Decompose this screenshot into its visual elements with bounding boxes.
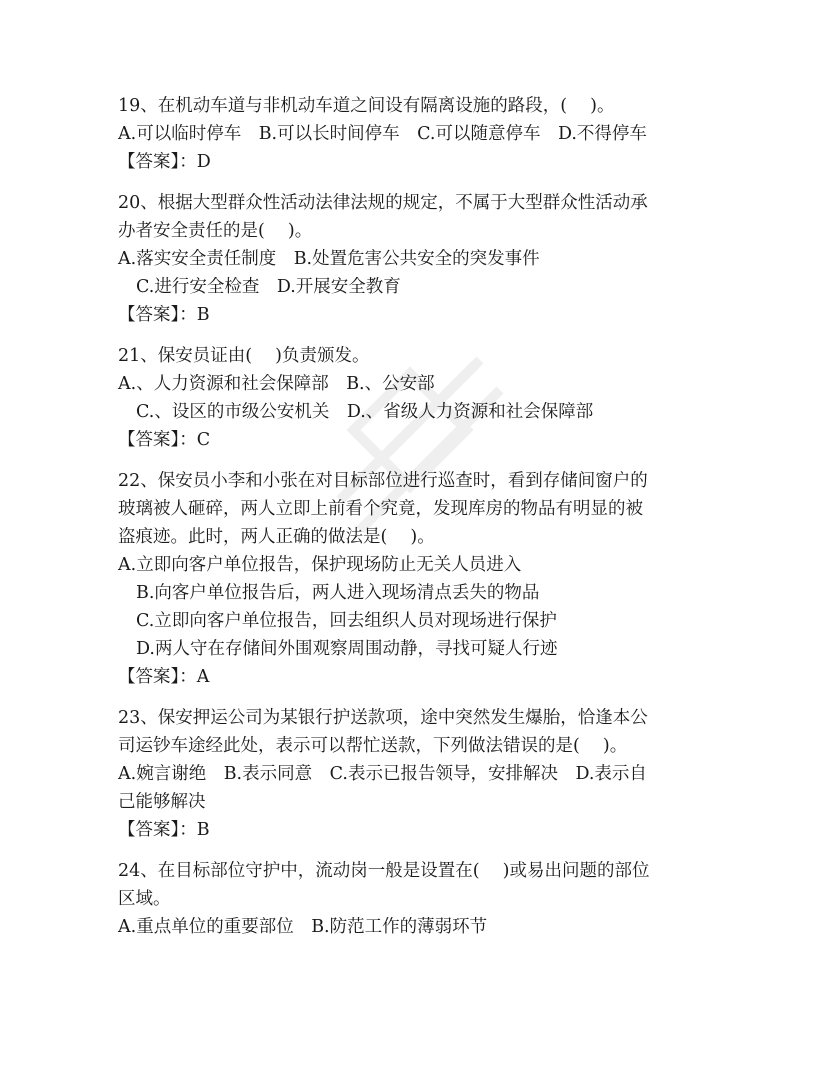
question-stem-line: 23、保安押运公司为某银行护送款项，途中突然发生爆胎，恰逢本公 (118, 708, 648, 728)
answer-line: 【答案】：D (118, 152, 211, 172)
question-stem-line: 19、在机动车道与非机动车道之间设有隔离设施的路段，( )。 (118, 96, 615, 116)
options-line: A.落实安全责任制度 B.处置危害公共安全的突发事件 (118, 249, 540, 269)
question-stem-line: 办者安全责任的是( )。 (118, 221, 313, 241)
options-line: B.向客户单位报告后，两人进入现场清点丢失的物品 (136, 583, 540, 603)
answer-line: 【答案】：C (118, 430, 211, 450)
question-stem-line: 21、保安员证由( )负责颁发。 (118, 346, 370, 366)
answer-line: 【答案】：B (118, 305, 210, 325)
options-line: 己能够解决 (118, 792, 206, 812)
question-stem-line: 22、保安员小李和小张在对目标部位进行巡查时，看到存储间窗户的 (118, 471, 648, 491)
question-list (118, 92, 718, 954)
options-line: A.重点单位的重要部位 B.防范工作的薄弱环节 (118, 917, 488, 937)
options-line: A.婉言谢绝 B.表示同意 C.表示已报告领导，安排解决 D.表示自 (118, 764, 647, 784)
question-21 (118, 342, 718, 454)
options-line: C.进行安全检查 D.开展安全教育 (136, 277, 401, 297)
question-stem-line: 司运钞车途经此处，表示可以帮忙送款，下列做法错误的是( )。 (118, 736, 628, 756)
question-20 (118, 189, 718, 329)
question-19 (118, 92, 718, 176)
question-stem-line: 玻璃被人砸碎，两人立即上前看个究竟，发现库房的物品有明显的被 (118, 499, 643, 519)
question-24 (118, 857, 718, 941)
options-line: A.、人力资源和社会保障部 B.、公安部 (118, 374, 435, 394)
answer-line: 【答案】：A (118, 667, 210, 687)
question-23 (118, 704, 718, 844)
question-stem-line: 24、在目标部位守护中，流动岗一般是设置在( )或易出问题的部位 (118, 861, 650, 881)
question-22 (118, 467, 718, 691)
options-line: A.可以临时停车 B.可以长时间停车 C.可以随意停车 D.不得停车 (118, 124, 647, 144)
question-stem-line: 20、根据大型群众性活动法律法规的规定，不属于大型群众性活动承 (118, 193, 648, 213)
question-stem-line: 区域。 (118, 889, 171, 909)
answer-line: 【答案】：B (118, 820, 210, 840)
question-stem-line: 盗痕迹。此时，两人正确的做法是( )。 (118, 527, 435, 547)
options-line: D.两人守在存储间外围观察周围动静，寻找可疑人行迹 (136, 639, 558, 659)
options-line: C.立即向客户单位报告，回去组织人员对现场进行保护 (136, 611, 557, 631)
options-line: C.、设区的市级公安机关 D.、省级人力资源和社会保障部 (136, 402, 594, 422)
options-line: A.立即向客户单位报告，保护现场防止无关人员进入 (118, 555, 522, 575)
